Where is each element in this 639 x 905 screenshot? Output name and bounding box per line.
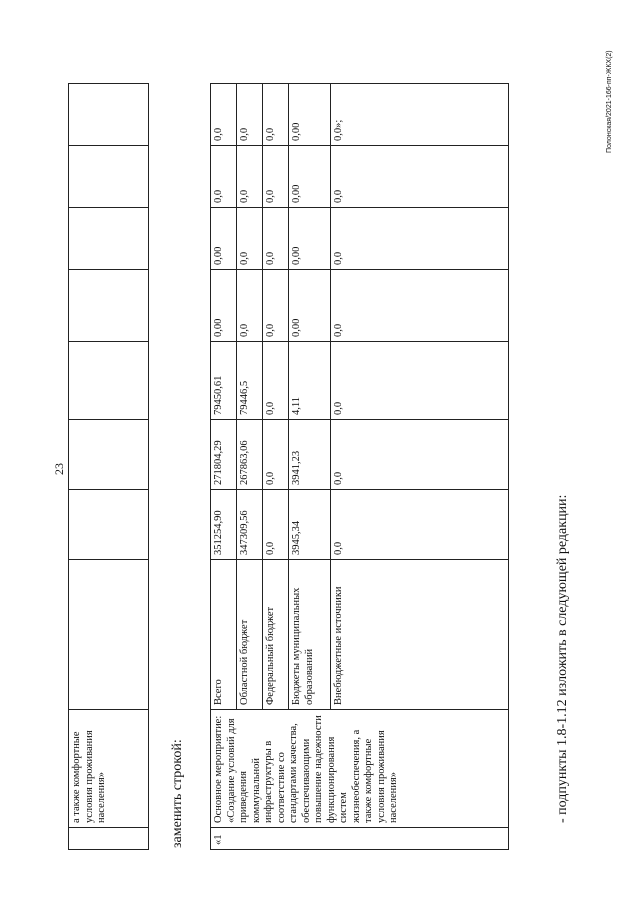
top-name-cell: а также комфортные условия проживания населения» xyxy=(69,710,149,828)
value-cell: 0,00 xyxy=(289,84,331,146)
value-cell: 0,0 xyxy=(237,84,263,146)
top-value-cell xyxy=(69,208,149,270)
value-cell: 0,00 xyxy=(211,270,237,342)
value-cell: 271804,29 xyxy=(211,420,237,490)
subparagraph-label: - подпункты 1.8-1.12 изложить в следующей редакции: xyxy=(555,494,570,823)
value-cell: 0,0 xyxy=(237,270,263,342)
value-cell: 3941,23 xyxy=(289,420,331,490)
value-cell: 79446,5 xyxy=(237,342,263,420)
value-cell: 4,11 xyxy=(289,342,331,420)
value-cell: 0,0 xyxy=(263,146,289,208)
source-label: Областной бюджет xyxy=(237,560,263,710)
value-cell: 347309,56 xyxy=(237,490,263,560)
value-cell: 0,0 xyxy=(263,208,289,270)
value-cell: 267863,06 xyxy=(237,420,263,490)
value-cell: 0,0 xyxy=(331,146,509,208)
value-cell: 0,0 xyxy=(263,420,289,490)
value-cell: 0,00 xyxy=(289,270,331,342)
value-cell: 0,0 xyxy=(331,490,509,560)
row-index: «1 xyxy=(211,828,509,850)
table-row-total xyxy=(211,84,237,850)
value-cell: 0,0 xyxy=(331,342,509,420)
source-label: Внебюджетные источники xyxy=(331,560,509,710)
top-source-cell xyxy=(69,560,149,710)
top-value-cell xyxy=(69,84,149,146)
top-value-cell xyxy=(69,270,149,342)
top-value-cell xyxy=(69,342,149,420)
top-index-cell xyxy=(69,828,149,850)
value-cell: 0,0 xyxy=(211,84,237,146)
top-value-cell xyxy=(69,490,149,560)
top-fragment-table xyxy=(68,83,149,850)
page-number: 23 xyxy=(52,463,66,475)
value-cell: 0,0 xyxy=(263,342,289,420)
value-cell: 0,0»; xyxy=(331,84,509,146)
value-cell: 0,0 xyxy=(331,208,509,270)
replace-label: заменить строкой: xyxy=(170,739,185,848)
value-cell: 79450,61 xyxy=(211,342,237,420)
value-cell: 0,0 xyxy=(331,420,509,490)
value-cell: 351254,90 xyxy=(211,490,237,560)
value-cell: 0,0 xyxy=(263,490,289,560)
source-label: Бюджеты муниципальных образований xyxy=(289,560,331,710)
value-cell: 0,0 xyxy=(331,270,509,342)
value-cell: 3945,34 xyxy=(289,490,331,560)
margin-document-tag: Полонская/2021-166-пп-ЖКХ(2) xyxy=(606,50,613,153)
value-cell: 0,0 xyxy=(263,270,289,342)
value-cell: 0,00 xyxy=(289,146,331,208)
source-label: Федеральный бюджет xyxy=(263,560,289,710)
main-table xyxy=(210,83,509,850)
measure-name: Основное мероприятие: «Создание условий для приведения коммунальной инфраструктуры в соответствие со стандартами качества, обеспечивающими повышение надежности функционирования систем жизнеобеспечения, а также комфортные условия проживания населения» xyxy=(211,710,509,828)
value-cell: 0,0 xyxy=(263,84,289,146)
value-cell: 0,00 xyxy=(211,208,237,270)
value-cell: 0,0 xyxy=(237,146,263,208)
value-cell: 0,0 xyxy=(237,208,263,270)
value-cell: 0,00 xyxy=(289,208,331,270)
source-label: Всего xyxy=(211,560,237,710)
top-value-cell xyxy=(69,146,149,208)
top-value-cell xyxy=(69,420,149,490)
value-cell: 0,0 xyxy=(211,146,237,208)
